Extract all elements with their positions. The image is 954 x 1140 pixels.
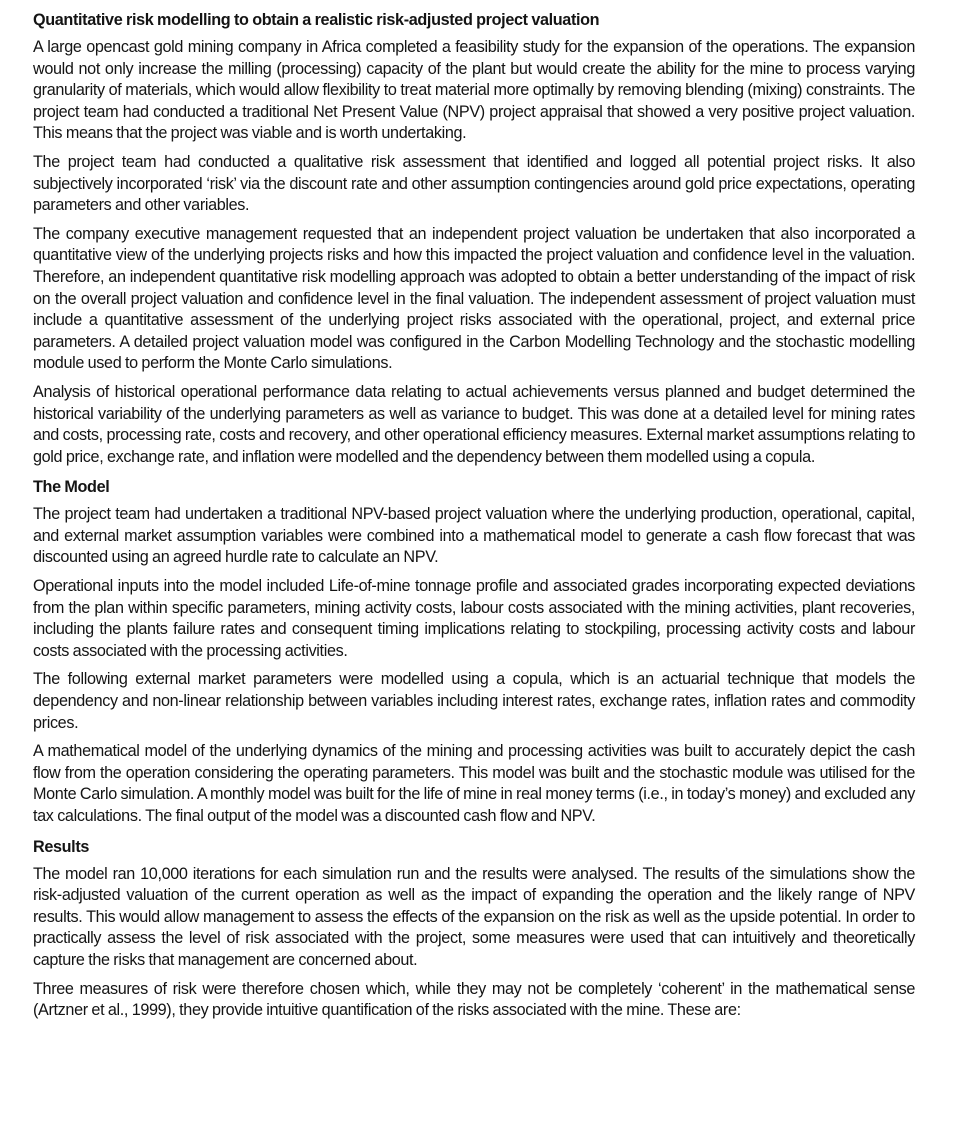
document-page: [33, 8, 915, 1029]
paragraph-results-1: The model ran 10,000 iterations for each simulation run and the results were analysed. The results of the simulations show the risk-adjusted valuation of the current operation as well as the impact of expanding the operation and the likely range of NPV results. This would allow management to assess the effects of the expansion on the risk as well as the upside potential. In order to practically assess the level of risk associated with the project, some measures were used that can intuitively and theoretically capture the risks that management are concerned about.: [33, 864, 915, 969]
paragraph-model-2: Operational inputs into the model included Life-of-mine tonnage profile and associated grades incorporating expected deviations from the plan within specific parameters, mining activity costs, labour costs associated with the mining activities, plant recoveries, including the plants failure rates and consequent timing implications relating to stockpiling, processing activity costs and labour costs associated with the processing activities.: [33, 577, 915, 660]
paragraph-intro-3: The company executive management requested that an independent project valuation be undertaken that also incorporated a quantitative view of the underlying projects risks and how this impacted the project valuation and confidence level in the valuation. Therefore, an independent quantitative risk modelling approach was adopted to obtain a better understanding of the impact of risk on the overall project valuation and confidence level in the final valuation. The independent assessment of project valuation must include a quantitative assessment of the underlying project risks associated with the operational, project, and external price parameters. A detailed project valuation model was configured in the Carbon Modelling Technology and the stochastic modelling module used to perform the Monte Carlo simulations.: [33, 224, 915, 373]
paragraph-model-3: The following external market parameters were modelled using a copula, which is an actuarial technique that models the dependency and non-linear relationship between variables including interest rates, exchange rates, inflation rates and commodity prices.: [33, 670, 915, 732]
section-heading-results: Results: [33, 837, 90, 856]
paragraph-results-2: Three measures of risk were therefore chosen which, while they may not be completely ‘coherent’ in the mathematical sense (Artzner et al., 1999), they provide intuitive quantification of the risks associated with the mine. These are:: [33, 979, 915, 1020]
paragraph-intro-2: The project team had conducted a qualitative risk assessment that identified and logged all potential project risks. It also subjectively incorporated ‘risk’ via the discount rate and other assumption contingencies around gold price expectations, operating parameters and other variables.: [33, 152, 915, 215]
paragraph-intro-4: Analysis of historical operational performance data relating to actual achievements versus planned and budget determined the historical variability of the underlying parameters as well as variance to budget. This was done at a detailed level for mining rates and costs, processing rate, costs and recovery, and other operational efficiency measures. External market assumptions relating to gold price, exchange rate, and inflation were modelled and the dependency between them modelled using a copula.: [33, 382, 915, 466]
paragraph-model-4: A mathematical model of the underlying dynamics of the mining and processing activities was built to accurately depict the cash flow from the operation considering the operating parameters. This model was built and the stochastic module was utilised for the Monte Carlo simulation. A monthly model was built for the life of mine in real money terms (i.e., in today’s money) and excluded any tax calculations. The final output of the model was a discounted cash flow and NPV.: [33, 742, 915, 825]
section-heading-model: The Model: [33, 478, 110, 497]
paragraph-model-1: The project team had undertaken a traditional NPV-based project valuation where the underlying production, operational, capital, and external market assumption variables were combined into a mathematical model to generate a cash flow forecast that was discounted using an agreed hurdle rate to calculate an NPV.: [33, 505, 915, 567]
document-title: Quantitative risk modelling to obtain a realistic risk-adjusted project valuation: [33, 11, 600, 29]
paragraph-intro-1: A large opencast gold mining company in Africa completed a feasibility study for the expansion of the operations. The expansion would not only increase the milling (processing) capacity of the plant but would create the ability for the mine to process varying granularity of materials, which would allow flexibility to treat material more optimally by removing blending (mixing) constraints. The project team had conducted a traditional Net Present Value (NPV) project appraisal that showed a very positive project valuation. This means that the project was viable and is worth undertaking.: [33, 38, 915, 143]
